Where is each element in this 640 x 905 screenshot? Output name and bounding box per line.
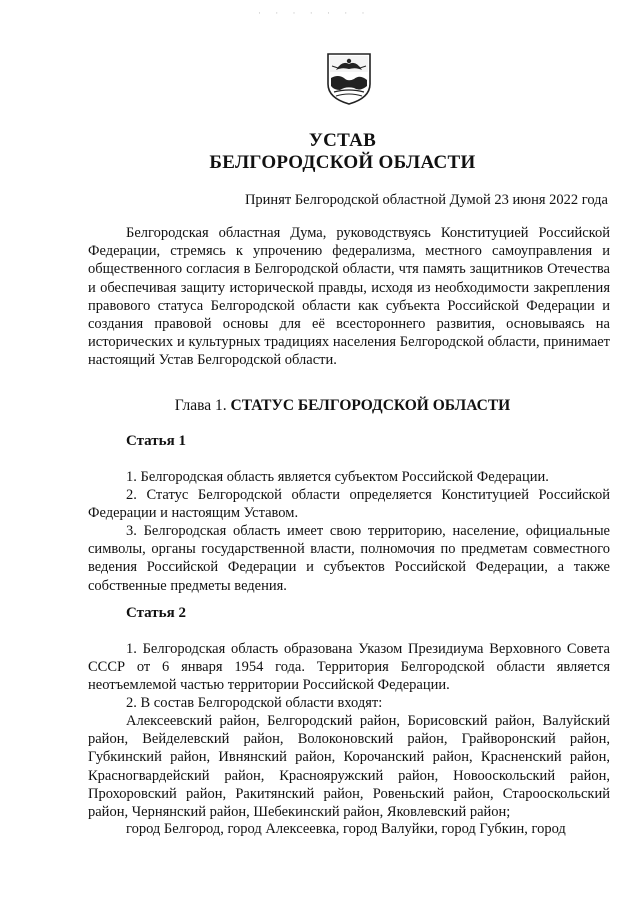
article-2-district-list: Алексеевский район, Белгородский район, Борисовский район, Валуйский район, Вейделевский район, Волоконовский район, Грайворонский район, Губкинский район, Ивнянский район, Корочанский район, Красненский район, Красногвардейский район, Краснояружский район, Новооскольский район, Прохоровский район, Ракитянский район, Ровеньский район, Старооскольский район, Чернянский район, Шебекинский район, Яковлевский район; [88,713,610,821]
article-2-city-list: город Белгород, город Алексеевка, город Валуйки, город Губкин, город [126,821,566,837]
coat-of-arms-icon [326,52,372,106]
scan-artifact: · · · · · · · [258,8,371,18]
article-1-heading: Статья 1 [126,433,186,449]
article-2-paragraph-2: 2. В состав Белгородской области входят: [126,695,383,711]
article-2-paragraph-1: 1. Белгородская область образована Указом Президиума Верховного Совета СССР от 6 января 1954 года. Территория Белгородской области является неотъемлемой частью территории Российской Федерации. [88,641,610,694]
article-1-paragraph-2: 2. Статус Белгородской области определяется Конституцией Российской Федерации и настоящим Уставом. [88,487,610,522]
article-2-heading: Статья 2 [126,605,186,621]
chapter-heading [0,397,640,415]
adoption-note: Принят Белгородской областной Думой 23 июня 2022 года [244,192,608,208]
article-1-paragraph-3: 3. Белгородская область имеет свою территорию, население, официальные символы, органы государственной власти, полномочия по предметам совместного ведения Российской Федерации и субъектов Российской Федерации, а также собственные предметы ведения. [88,523,610,594]
document-title: УСТАВ [308,130,377,151]
document-subtitle: БЕЛГОРОДСКОЙ ОБЛАСТИ [209,152,476,173]
chapter-title: СТАТУС БЕЛГОРОДСКОЙ ОБЛАСТИ [230,397,511,414]
preamble-paragraph: Белгородская областная Дума, руководствуясь Конституцией Российской Федерации, стремясь к упрочению федерализма, местного самоуправления и общественного согласия в Белгородской области, чтя память защитников Отечества и обеспечивая защиту исторической правды, исходя из необходимости закрепления правового статуса Белгородской области как субъекта Российской Федерации и создания правовой основы для её всестороннего развития, основываясь на исторических и культурных традициях населения Белгородской области, принимает настоящий Устав Белгородской области. [88,225,610,369]
chapter-prefix: Глава 1. [174,397,227,414]
article-1-paragraph-1: 1. Белгородская область является субъектом Российской Федерации. [126,469,549,485]
